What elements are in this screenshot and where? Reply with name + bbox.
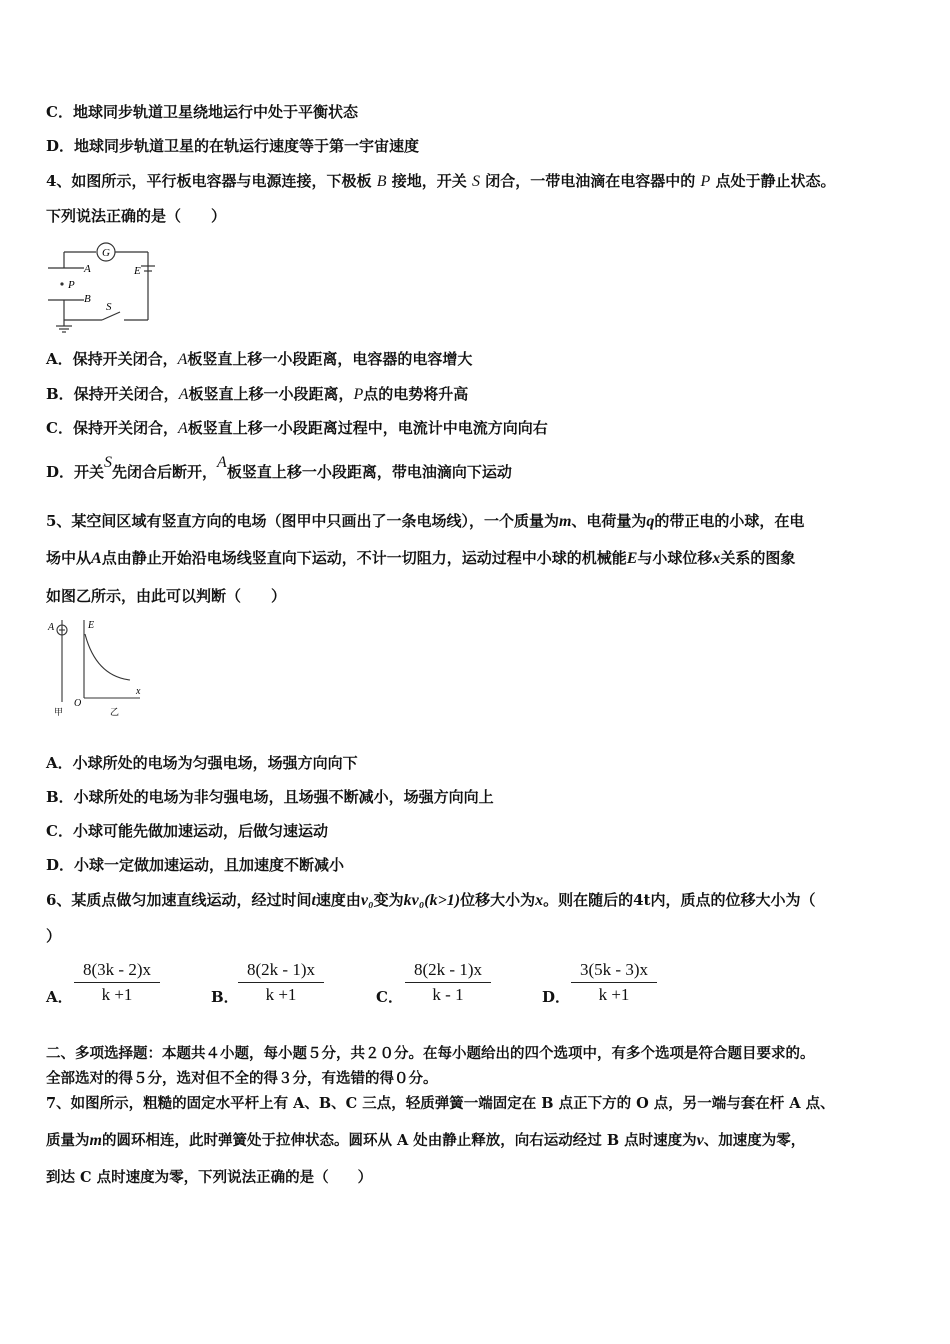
q5-graph-figure <box>44 618 156 718</box>
q5-var-x: x <box>712 550 721 567</box>
q6-option-c-numerator: 8(2k - 1)x <box>405 960 491 983</box>
q4-option-c <box>46 418 548 439</box>
q6-option-d-fraction <box>571 960 657 1005</box>
fig-label-o: O <box>74 698 82 709</box>
q5-line2-b: 点由静止开始沿电场线竖直向下运动，不计一切阻力，运动过程中小球的机械能 <box>101 549 627 567</box>
fig-label-a: A <box>48 622 55 633</box>
q6-option-c-denominator: k - 1 <box>432 985 464 1004</box>
q5-line2-a: 场中从 <box>46 549 92 567</box>
q4-optC-a: C．保持开关闭合， <box>46 419 178 437</box>
q6-option-b-fraction <box>238 960 324 1005</box>
q4-optD-a: D．开关 <box>46 463 105 481</box>
q6-var-kv0: kv₀(k>1) <box>403 892 461 909</box>
q5-var-a: A <box>91 550 102 567</box>
q7-var-m: m <box>89 1132 102 1149</box>
q4-var-s: S <box>471 173 480 190</box>
section2-instructions: 全部选对的得５分，选对但不全的得３分，有选错的得０分。 <box>46 1070 438 1087</box>
q7-var-v: v <box>696 1132 704 1149</box>
q4-optB-c: 点的电势将升高 <box>363 385 469 403</box>
q4-optD-var: S <box>104 454 113 471</box>
fig-label-x: x <box>136 686 141 697</box>
q6-line2: ） <box>46 927 62 945</box>
q6-option-a-fraction <box>74 960 160 1005</box>
label-b: B <box>84 293 91 305</box>
q6-var-4t: 4t <box>633 891 651 909</box>
q4-var-p: P <box>700 173 711 190</box>
q5-var-q: q <box>646 513 655 530</box>
q6-option-a-label: A． <box>46 988 73 1006</box>
q5-line2-d: 关系的图象 <box>720 549 796 567</box>
q5-var-e: E <box>626 550 638 567</box>
energy-curve <box>85 634 130 680</box>
q5-line1-b: 、电荷量为 <box>571 512 647 530</box>
q5-line1-c: 的带正电的小球，在电 <box>654 512 805 530</box>
q5-line3: 如图乙所示，由此可以判断（ ） <box>46 587 287 605</box>
q4-var-b: B <box>376 173 387 190</box>
fig-label-e: E <box>88 620 95 631</box>
q6-a: 6、某质点做匀加速直线运动，经过时间 <box>46 891 312 909</box>
q4-optD-c: 板竖直上移一小段距离，带电油滴向下运动 <box>226 463 512 481</box>
q6-option-b-label: B． <box>211 988 239 1006</box>
label-p: P <box>68 279 75 291</box>
q4-optB-var2: P <box>353 386 364 403</box>
q6-e: 。则在随后的 <box>543 891 634 909</box>
q6-var-x: x <box>535 892 544 909</box>
q4-option-a <box>46 349 472 370</box>
q4-optA-var: A <box>177 351 188 368</box>
fig-label-yi: 乙 <box>110 707 120 717</box>
q5-var-m: m <box>558 513 572 530</box>
q6-stem <box>46 890 816 911</box>
q6-f: 内，质点的位移大小为（ <box>650 891 816 909</box>
q6-option-a-numerator: 8(3k - 2)x <box>74 960 160 983</box>
fig-label-jia: 甲 <box>54 707 64 717</box>
q4-optA-b: 板竖直上移一小段距离，电容器的电容增大 <box>187 350 473 368</box>
q4-stem-b: 接地，开关 <box>391 172 467 190</box>
q4-circuit-figure <box>44 238 164 336</box>
q4-optB-a: B．保持开关闭合， <box>46 385 179 403</box>
q6-option-d-denominator: k +1 <box>598 985 630 1004</box>
q5-option-d: D．小球一定做加速运动，且加速度不断减小 <box>46 856 345 874</box>
q4-stem-a: 4、如图所示，平行板电容器与电源连接，下极板 <box>46 172 372 190</box>
q6-option-b-numerator: 8(2k - 1)x <box>238 960 324 983</box>
q6-option-d-label: D． <box>542 988 571 1006</box>
q4-stem-d: 点处于静止状态。 <box>715 172 836 190</box>
q7-line3: 到达 C 点时速度为零，下列说法正确的是（ ） <box>46 1169 373 1186</box>
q6-option-c-label: C． <box>376 988 403 1006</box>
q5-line1-a: 5、某空间区域有竖直方向的电场（图甲中只画出了一条电场线），一个质量为 <box>46 512 559 530</box>
q6-b: 速度由 <box>315 891 361 909</box>
q6-option-d-numerator: 3(5k - 3)x <box>571 960 657 983</box>
label-a: A <box>84 263 91 275</box>
q4-optD-var2: A <box>217 454 227 471</box>
q6-d: 位移大小为 <box>460 891 536 909</box>
q5-option-a: A．小球所处的电场为匀强电场，场强方向向下 <box>46 754 358 772</box>
q4-option-d <box>46 454 512 483</box>
q6-option-b-denominator: k +1 <box>265 985 297 1004</box>
q4-stem-line2: 下列说法正确的是（ ） <box>46 207 227 225</box>
q5-line2 <box>46 548 795 569</box>
q6-option-a-denominator: k +1 <box>101 985 133 1004</box>
section2-heading: 二、多项选择题：本题共４小题，每小题５分，共２０分。在每小题给出的四个选项中，有多个选项是符合题目要求的。 <box>46 1045 815 1062</box>
q4-stem-c: 闭合，一带电油滴在电容器中的 <box>485 172 696 190</box>
q3-option-c: C．地球同步轨道卫星绕地运行中处于平衡状态 <box>46 103 358 121</box>
q5-option-c: C．小球可能先做加速运动，后做匀速运动 <box>46 822 328 840</box>
q7-line2-b: 的圆环相连，此时弹簧处于拉伸状态。圆环从 A 处由静止释放，向右运动经过 B 点时速度为 <box>101 1132 697 1149</box>
label-e: E <box>134 265 141 277</box>
q7-line1: 7、如图所示，粗糙的固定水平杆上有 A、B、C 三点，轻质弹簧一端固定在 B 点正下方的 O 点，另一端与套在杆 A 点、 <box>46 1095 835 1112</box>
q7-line2-a: 质量为 <box>46 1132 90 1149</box>
q6-c: 变为 <box>373 891 404 909</box>
q4-optB-var: A <box>178 386 189 403</box>
q6-option-c-fraction <box>405 960 491 1005</box>
oil-drop-dot <box>60 282 63 285</box>
q6-var-v0: v₀ <box>360 892 374 909</box>
q4-optA-a: A．保持开关闭合， <box>46 350 178 368</box>
q4-optD-b: 先闭合后断开， <box>112 463 218 481</box>
q7-line2 <box>46 1131 805 1151</box>
q4-option-b <box>46 384 468 405</box>
q5-option-b: B．小球所处的电场为非匀强电场，且场强不断减小，场强方向向上 <box>46 788 494 806</box>
q4-stem <box>46 171 835 192</box>
switch-lever <box>102 312 120 320</box>
q4-optC-var: A <box>177 420 188 437</box>
q6-var-t: t <box>311 892 316 909</box>
q7-line2-c: 、加速度为零， <box>703 1132 806 1149</box>
label-s: S <box>106 301 112 313</box>
q3-option-d: D．地球同步轨道卫星的在轨运行速度等于第一宇宙速度 <box>46 137 420 155</box>
q5-line1 <box>46 511 804 532</box>
q5-line2-c: 与小球位移 <box>637 549 713 567</box>
q4-optC-b: 板竖直上移一小段距离过程中，电流计中电流方向向右 <box>187 419 548 437</box>
q4-optB-b: 板竖直上移一小段距离， <box>188 385 354 403</box>
label-g: G <box>102 247 110 259</box>
